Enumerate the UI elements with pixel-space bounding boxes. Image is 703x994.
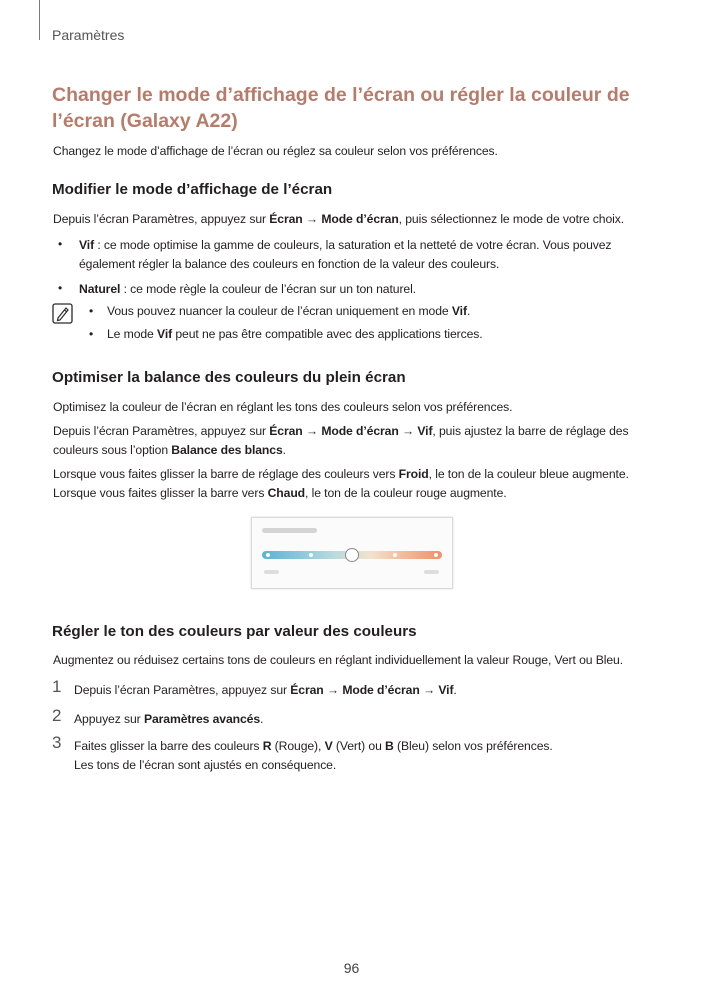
slider-step-dot [266, 553, 270, 557]
slider-step-dot [434, 553, 438, 557]
bullet-note-1: • [89, 304, 94, 318]
section-heading-color-values: Régler le ton des couleurs par valeur des couleurs [52, 623, 417, 640]
note-pencil-icon [52, 303, 73, 324]
color-balance-cool: Lorsque vous faites glisser la barre de réglage des couleurs vers Froid, le ton de la couleur bleue augmente. [53, 467, 629, 481]
naturel-description: Naturel : ce mode règle la couleur de l’écran sur un ton naturel. [79, 282, 416, 296]
bullet-naturel: • [58, 281, 63, 295]
step-3-result: Les tons de l’écran sont ajustés en conséquence. [74, 758, 337, 772]
step-2-text: Appuyez sur Paramètres avancés. [74, 712, 264, 726]
white-balance-screenshot [251, 517, 453, 589]
section-heading-color-balance: Optimiser la balance des couleurs du plein écran [52, 369, 406, 386]
vif-description: Vif : ce mode optimise la gamme de couleurs, la saturation et la netteté de votre écran. Vous pouvez [79, 238, 612, 252]
step-number: 2 [52, 706, 62, 725]
slider-label-cool-blur [264, 570, 279, 574]
slider-step-dot [393, 553, 397, 557]
page-number: 96 [343, 960, 360, 976]
running-header: Paramètres [52, 27, 125, 43]
color-balance-instructions-cont: couleurs sous l’option Balance des blancs. [53, 443, 286, 457]
intro-text: Changez le mode d’affichage de l’écran ou réglez sa couleur selon vos préférences. [53, 144, 498, 158]
color-balance-intro: Optimisez la couleur de l’écran en réglant les tons des couleurs selon vos préférences. [53, 400, 513, 414]
page-margin-rule [39, 0, 40, 40]
white-balance-title-blur [262, 528, 317, 533]
slider-label-warm-blur [424, 570, 439, 574]
step-3-text: Faites glisser la barre des couleurs R (Rouge), V (Vert) ou B (Bleu) selon vos préférences. [74, 739, 553, 753]
color-balance-warm: Lorsque vous faites glisser la barre vers Chaud, le ton de la couleur rouge augmente. [53, 486, 507, 500]
color-balance-instructions: Depuis l’écran Paramètres, appuyez sur Écran → Mode d’écran → Vif, puis ajustez la barre de réglage des [53, 424, 629, 438]
step-1-text: Depuis l’écran Paramètres, appuyez sur Écran → Mode d’écran → Vif. [74, 683, 457, 697]
white-balance-slider-thumb [345, 548, 359, 562]
step-number: 3 [52, 733, 62, 752]
display-mode-instructions: Depuis l’écran Paramètres, appuyez sur Écran → Mode d’écran, puis sélectionnez le mode de votre choix. [53, 212, 625, 226]
page-title: Changer le mode d’affichage de l’écran ou régler la couleur de l’écran (Galaxy A22) [52, 84, 630, 132]
note-1: Vous pouvez nuancer la couleur de l’écran uniquement en mode Vif. [107, 304, 471, 318]
color-values-intro: Augmentez ou réduisez certains tons de couleurs en réglant individuellement la valeur Rouge, Vert ou Bleu. [53, 653, 624, 667]
vif-description-cont: également régler la balance des couleurs en fonction de la valeur des couleurs. [79, 257, 500, 271]
section-heading-display-mode: Modifier le mode d’affichage de l’écran [52, 181, 333, 198]
slider-step-dot [309, 553, 313, 557]
bullet-vif: • [58, 237, 63, 251]
bullet-note-2: • [89, 327, 94, 341]
note-2: Le mode Vif peut ne pas être compatible avec des applications tierces. [107, 327, 483, 341]
step-number: 1 [52, 677, 62, 696]
